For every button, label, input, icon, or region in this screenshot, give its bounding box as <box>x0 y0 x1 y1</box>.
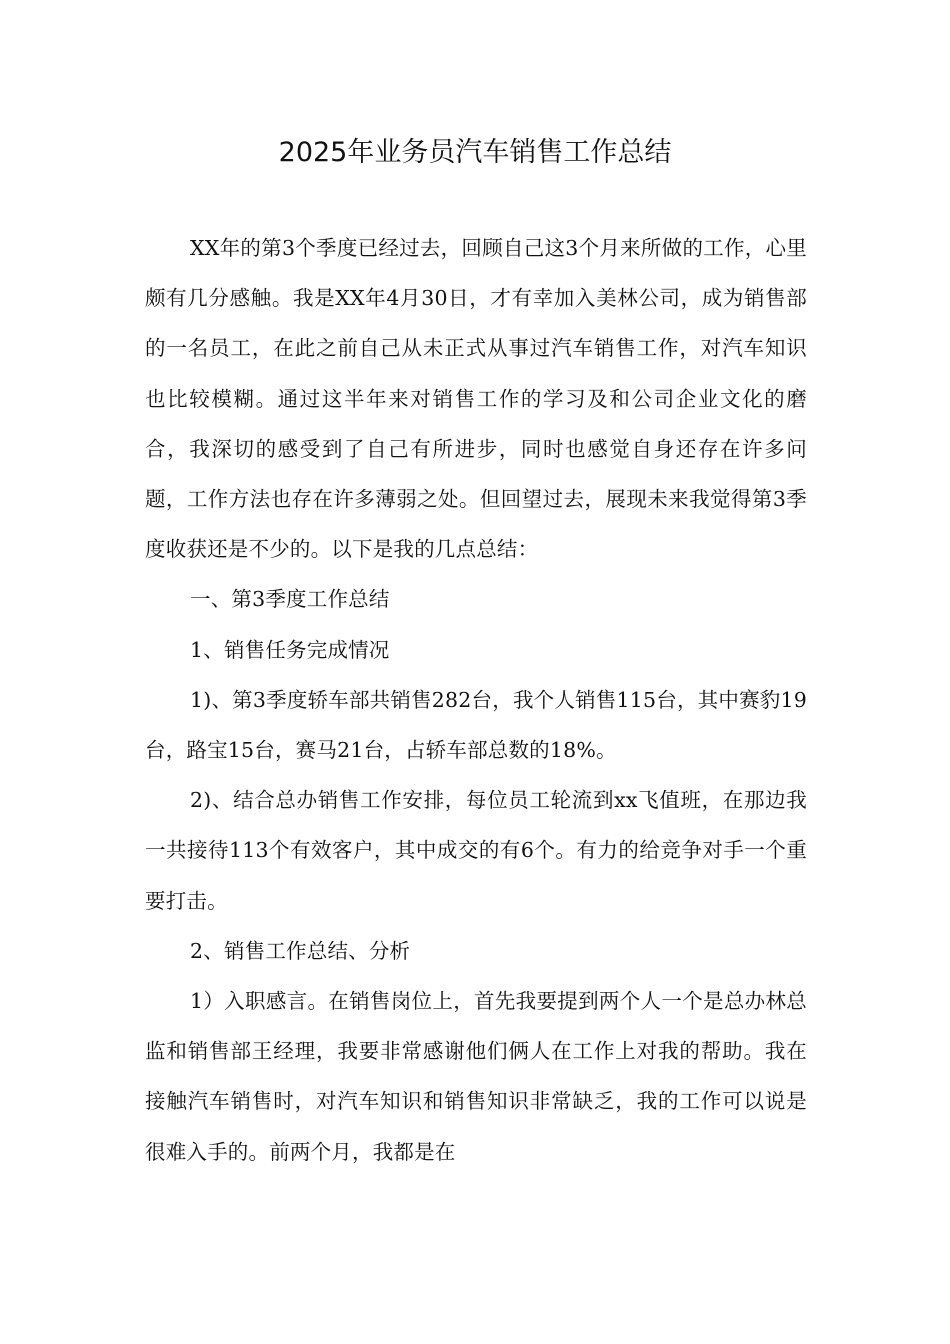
document-body <box>145 223 807 1177</box>
subsection-heading-1: 1、销售任务完成情况 <box>190 637 390 662</box>
document-title: 2025年业务员汽车销售工作总结 <box>278 137 672 168</box>
paragraph-onboarding: 1）入职感言。在销售岗位上，首先我要提到两个人一个是总办林总监和销售部王经理，我要非常感谢他们俩人在工作上对我的帮助。我在接触汽车销售时，对汽车知识和销售知识非常缺乏，我的工作可以说是很难入手的。前两个月，我都是在 <box>145 989 807 1164</box>
subsection-heading-2: 2、销售工作总结、分析 <box>190 938 411 963</box>
section-heading-1: 一、第3季度工作总结 <box>190 587 390 612</box>
paragraph-duty-shift: 2)、结合总办销售工作安排，每位员工轮流到xx飞值班，在那边我一共接待113个有效客户，其中成交的有6个。有力的给竞争对手一个重要打击。 <box>145 788 807 913</box>
paragraph-intro: XX年的第3个季度已经过去，回顾自己这3个月来所做的工作，心里颇有几分感触。我是XX年4月30日，才有幸加入美林公司，成为销售部的一名员工，在此之前自己从未正式从事过汽车销售工作，对汽车知识也比较模糊。通过这半年来对销售工作的学习及和公司企业文化的磨合，我深切的感受到了自己有所进步，同时也感觉自身还存在许多问题，工作方法也存在许多薄弱之处。但回望过去，展现未来我觉得第3季度收获还是不少的。以下是我的几点总结： <box>145 236 807 562</box>
paragraph-sales-figures: 1)、第3季度轿车部共销售282台，我个人销售115台，其中赛豹19台，路宝15台，赛马21台，占轿车部总数的18%。 <box>145 687 807 763</box>
